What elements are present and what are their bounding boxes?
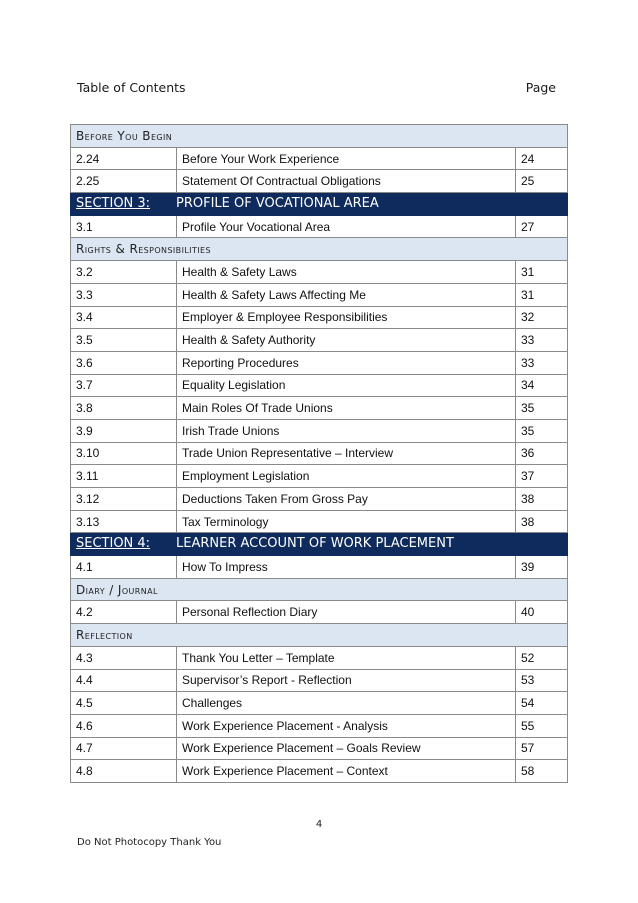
toc-entry-row (71, 714, 568, 737)
entry-number: 4.4 (71, 669, 177, 692)
entry-title: How To Impress (177, 556, 516, 579)
toc-table (70, 124, 568, 783)
toc-group-label: Reflection (71, 624, 568, 647)
entry-title: Statement Of Contractual Obligations (177, 170, 516, 193)
toc-group-label: Rights & Responsibilities (71, 238, 568, 261)
entry-page: 33 (516, 329, 568, 352)
entry-page: 54 (516, 692, 568, 715)
toc-entry-row (71, 397, 568, 420)
toc-group-row (71, 238, 568, 261)
entry-title: Before Your Work Experience (177, 147, 516, 170)
toc-entry-row (71, 419, 568, 442)
entry-number: 3.11 (71, 465, 177, 488)
entry-page: 33 (516, 351, 568, 374)
entry-number: 3.12 (71, 488, 177, 511)
entry-page: 31 (516, 261, 568, 284)
entry-title: Employment Legislation (177, 465, 516, 488)
toc-entry-row (71, 283, 568, 306)
toc-entry-row (71, 760, 568, 783)
toc-entry-row (71, 170, 568, 193)
entry-title: Trade Union Representative – Interview (177, 442, 516, 465)
entry-page: 35 (516, 419, 568, 442)
section-title: PROFILE OF VOCATIONAL AREA (176, 195, 379, 211)
entry-title: Thank You Letter – Template (177, 646, 516, 669)
entry-number: 4.7 (71, 737, 177, 760)
toc-title: Table of Contents (77, 80, 186, 95)
entry-page: 34 (516, 374, 568, 397)
entry-page: 32 (516, 306, 568, 329)
toc-entry-row (71, 465, 568, 488)
toc-entry-row (71, 261, 568, 284)
toc-section-row (71, 193, 568, 216)
entry-page: 39 (516, 556, 568, 579)
entry-title: Equality Legislation (177, 374, 516, 397)
toc-section-row (71, 533, 568, 556)
toc-heading (77, 80, 556, 98)
entry-number: 3.5 (71, 329, 177, 352)
toc-entry-row (71, 488, 568, 511)
entry-number: 3.8 (71, 397, 177, 420)
page-column-label: Page (525, 80, 556, 95)
entry-page: 38 (516, 510, 568, 533)
entry-title: Supervisor’s Report - Reflection (177, 669, 516, 692)
entry-title: Work Experience Placement – Goals Review (177, 737, 516, 760)
entry-number: 4.2 (71, 601, 177, 624)
entry-page: 38 (516, 488, 568, 511)
toc-entry-row (71, 442, 568, 465)
entry-number: 2.25 (71, 170, 177, 193)
toc-entry-row (71, 215, 568, 238)
entry-page: 31 (516, 283, 568, 306)
entry-number: 4.6 (71, 714, 177, 737)
entry-title: Work Experience Placement - Analysis (177, 714, 516, 737)
entry-page: 35 (516, 397, 568, 420)
toc-entry-row (71, 306, 568, 329)
toc-entry-row (71, 374, 568, 397)
entry-page: 27 (516, 215, 568, 238)
entry-number: 3.1 (71, 215, 177, 238)
toc-group-label: Diary / Journal (71, 578, 568, 601)
entry-number: 3.4 (71, 306, 177, 329)
toc-entry-row (71, 510, 568, 533)
toc-group-row (71, 578, 568, 601)
entry-page: 53 (516, 669, 568, 692)
entry-number: 3.13 (71, 510, 177, 533)
entry-title: Irish Trade Unions (177, 419, 516, 442)
entry-title: Work Experience Placement – Context (177, 760, 516, 783)
entry-title: Profile Your Vocational Area (177, 215, 516, 238)
entry-number: 3.3 (71, 283, 177, 306)
entry-title: Deductions Taken From Gross Pay (177, 488, 516, 511)
entry-title: Challenges (177, 692, 516, 715)
toc-entry-row (71, 646, 568, 669)
toc-entry-row (71, 669, 568, 692)
entry-title: Main Roles Of Trade Unions (177, 397, 516, 420)
entry-number: 4.1 (71, 556, 177, 579)
entry-page: 57 (516, 737, 568, 760)
toc-entry-row (71, 737, 568, 760)
entry-title: Employer & Employee Responsibilities (177, 306, 516, 329)
toc-group-row (71, 624, 568, 647)
toc-entry-row (71, 556, 568, 579)
toc-entry-row (71, 329, 568, 352)
entry-number: 4.3 (71, 646, 177, 669)
entry-page: 40 (516, 601, 568, 624)
toc-entry-row (71, 147, 568, 170)
section-number: SECTION 4: (76, 536, 151, 552)
entry-title: Health & Safety Authority (177, 329, 516, 352)
entry-number: 3.7 (71, 374, 177, 397)
entry-number: 3.2 (71, 261, 177, 284)
section-number: SECTION 3: (76, 195, 151, 211)
entry-title: Tax Terminology (177, 510, 516, 533)
entry-title: Personal Reflection Diary (177, 601, 516, 624)
toc-entry-row (71, 351, 568, 374)
entry-number: 3.9 (71, 419, 177, 442)
toc-entry-row (71, 601, 568, 624)
page-number: 4 (315, 819, 323, 830)
entry-page: 58 (516, 760, 568, 783)
toc-entry-row (71, 692, 568, 715)
entry-page: 37 (516, 465, 568, 488)
entry-number: 2.24 (71, 147, 177, 170)
toc-group-label: Before You Begin (71, 125, 568, 148)
entry-page: 25 (516, 170, 568, 193)
entry-page: 24 (516, 147, 568, 170)
entry-page: 55 (516, 714, 568, 737)
section-title: LEARNER ACCOUNT OF WORK PLACEMENT (176, 536, 454, 552)
entry-title: Reporting Procedures (177, 351, 516, 374)
entry-title: Health & Safety Laws (177, 261, 516, 284)
entry-number: 4.5 (71, 692, 177, 715)
toc-group-row (71, 125, 568, 148)
entry-page: 36 (516, 442, 568, 465)
entry-title: Health & Safety Laws Affecting Me (177, 283, 516, 306)
entry-number: 3.10 (71, 442, 177, 465)
entry-page: 52 (516, 646, 568, 669)
entry-number: 3.6 (71, 351, 177, 374)
entry-number: 4.8 (71, 760, 177, 783)
footer-note: Do Not Photocopy Thank You (77, 837, 222, 848)
